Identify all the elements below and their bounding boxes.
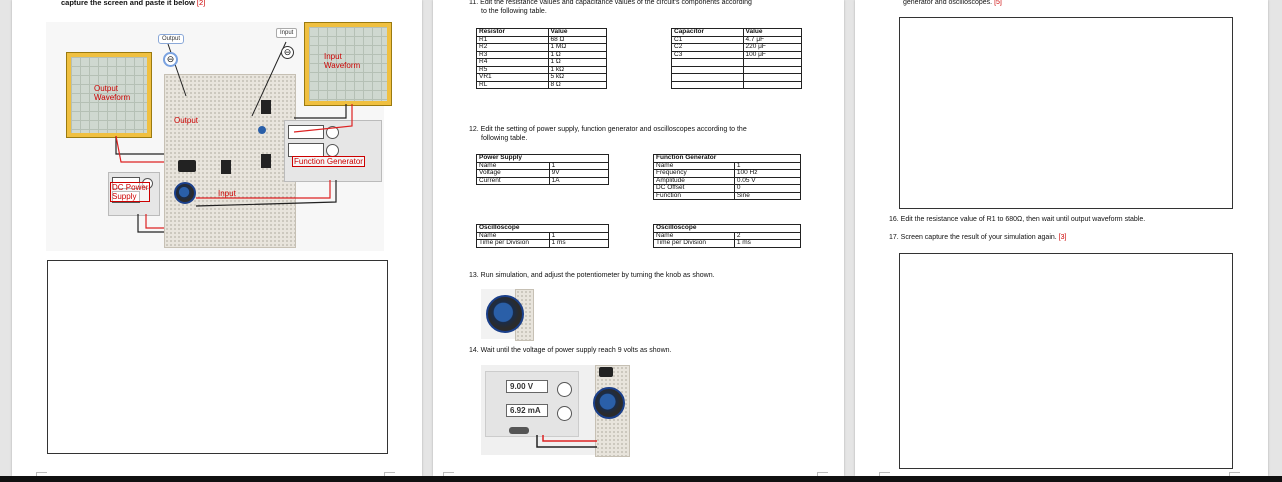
table-value-cell: 1	[549, 162, 608, 170]
table-value-cell: 1	[549, 232, 608, 240]
table-value-cell: 1 Ω	[548, 59, 607, 67]
page1-heading	[61, 0, 205, 7]
table-value-cell	[743, 81, 802, 89]
table-label-cell: C2	[672, 44, 744, 52]
q16-text: 16. Edit the resistance value of R1 to 680Ω, then wait until output waveform stable.	[889, 216, 1146, 223]
table-row	[477, 177, 609, 185]
table-row	[477, 240, 609, 248]
top-text: generator and oscilloscopes.	[903, 0, 993, 6]
table-label-cell: VR1	[477, 74, 549, 82]
table-row	[654, 170, 801, 178]
table-row	[654, 240, 801, 248]
table-label-cell: Name	[477, 162, 550, 170]
table-value-cell: 1 ms	[549, 240, 608, 248]
table-value-cell: 1 kΩ	[548, 66, 607, 74]
table-label-cell: Voltage	[477, 170, 550, 178]
table-value-cell: 8 Ω	[548, 81, 607, 89]
table-value-cell: 100 μF	[743, 51, 802, 59]
heading-mark: [2]	[196, 0, 206, 7]
table-label-cell	[672, 74, 744, 82]
output-label: Output	[174, 116, 199, 125]
oscilloscope-2-table	[653, 224, 801, 248]
table-title: Function Generator	[654, 155, 801, 163]
dc-power-supply-label: DC Power Supply	[112, 183, 149, 201]
table-row	[477, 44, 607, 52]
table-label-cell: R3	[477, 51, 549, 59]
output-waveform-label: Output Waveform	[94, 84, 131, 102]
output-probe-icon: ⊖	[163, 52, 178, 67]
table-row	[477, 36, 607, 44]
circuit-screenshot	[46, 22, 384, 251]
table-row	[654, 185, 801, 193]
resistor-table	[476, 28, 607, 89]
table-header-cell: Resistor	[477, 29, 549, 37]
table-row	[654, 192, 801, 200]
table-value-cell: 1	[734, 162, 800, 170]
input-label: Input	[218, 189, 236, 198]
table-row	[477, 170, 609, 178]
table-value-cell: 4.7 μF	[743, 36, 802, 44]
table-row	[672, 66, 802, 74]
bottom-bar	[0, 476, 1282, 482]
current-display: 6.92 mA	[506, 404, 548, 417]
answer-box-1[interactable]	[47, 260, 388, 454]
table-value-cell	[743, 66, 802, 74]
table-label-cell	[672, 66, 744, 74]
input-probe: Input	[276, 28, 297, 38]
heading-text: capture the screen and paste it below	[61, 0, 195, 7]
table-row	[477, 74, 607, 82]
power-supply-table	[476, 154, 609, 185]
table-row	[672, 81, 802, 89]
table-label-cell: Name	[477, 232, 550, 240]
table-value-cell: 2	[734, 232, 800, 240]
q14-text: 14. Wait until the voltage of power supply reach 9 volts as shown.	[469, 347, 672, 354]
oscilloscope-1-table	[476, 224, 609, 248]
table-row	[477, 59, 607, 67]
capacitor-table	[671, 28, 802, 89]
table-header-cell: Value	[548, 29, 607, 37]
table-label-cell	[672, 81, 744, 89]
table-label-cell: Function	[654, 192, 735, 200]
table-label-cell: Name	[654, 162, 735, 170]
table-value-cell: 1 MΩ	[548, 44, 607, 52]
q13-text: 13. Run simulation, and adjust the potentiometer by turning the knob as shown.	[469, 272, 715, 279]
table-label-cell: Frequency	[654, 170, 735, 178]
table-label-cell: Current	[477, 177, 550, 185]
q17-mark: [3]	[1058, 234, 1067, 241]
table-value-cell: 1 Ω	[548, 51, 607, 59]
table-value-cell	[743, 74, 802, 82]
q17-text	[889, 234, 1066, 242]
top-mark: [5]	[994, 0, 1002, 6]
table-label-cell: C3	[672, 51, 744, 59]
table-value-cell: 9V	[549, 170, 608, 178]
document-page-1	[12, 0, 422, 476]
page3-top-text	[903, 0, 1002, 7]
table-title: Oscilloscope	[477, 225, 609, 233]
table-label-cell: Name	[654, 232, 735, 240]
table-title: Oscilloscope	[654, 225, 801, 233]
table-label-cell: R5	[477, 66, 549, 74]
table-row	[672, 59, 802, 67]
q12-line2: following table.	[481, 135, 528, 142]
voltage-display: 9.00 V	[506, 380, 548, 393]
power-supply-image	[481, 365, 629, 455]
table-value-cell: 68 Ω	[548, 36, 607, 44]
table-value-cell: 220 μF	[743, 44, 802, 52]
q12-line1: 12. Edit the setting of power supply, function generator and oscilloscopes according to the	[469, 126, 747, 133]
table-row	[672, 51, 802, 59]
function-generator-table	[653, 154, 801, 200]
output-probe: Output	[158, 34, 184, 44]
table-label-cell: Time per Division	[654, 240, 735, 248]
table-label-cell: Time per Division	[477, 240, 550, 248]
q17-label: 17. Screen capture the result of your simulation again.	[889, 234, 1057, 241]
table-label-cell: C1	[672, 36, 744, 44]
potentiometer-image	[481, 289, 533, 339]
table-label-cell	[672, 59, 744, 67]
table-row	[672, 44, 802, 52]
table-value-cell: 100 Hz	[734, 170, 800, 178]
input-probe-icon: ⊖	[281, 46, 294, 59]
table-value-cell: 1A	[549, 177, 608, 185]
table-header-cell: Capacitor	[672, 29, 744, 37]
q11-line2: to the following table.	[481, 8, 547, 15]
table-label-cell: RL	[477, 81, 549, 89]
document-page-2	[433, 0, 844, 476]
table-header-cell: Value	[743, 29, 802, 37]
table-row	[672, 36, 802, 44]
table-row	[477, 66, 607, 74]
table-value-cell: 1 ms	[734, 240, 800, 248]
table-value-cell: 5 kΩ	[548, 74, 607, 82]
table-value-cell: 0	[734, 185, 800, 193]
answer-box-3[interactable]	[899, 253, 1233, 469]
input-waveform-label: Input Waveform	[324, 52, 361, 70]
table-label-cell: R2	[477, 44, 549, 52]
answer-box-2[interactable]	[899, 17, 1233, 209]
function-generator-label: Function Generator	[294, 157, 363, 166]
table-value-cell: Sine	[734, 192, 800, 200]
table-row	[477, 51, 607, 59]
table-label-cell: R1	[477, 36, 549, 44]
table-value-cell	[743, 59, 802, 67]
document-page-3	[855, 0, 1268, 476]
table-label-cell: DC Offset	[654, 185, 735, 193]
table-label-cell: R4	[477, 59, 549, 67]
table-row	[672, 74, 802, 82]
table-value-cell: 0.05 V	[734, 177, 800, 185]
table-row	[477, 81, 607, 89]
table-label-cell: Amplitude	[654, 177, 735, 185]
q11-line1: 11. Edit the resistance values and capacitance values of the circuit's components according	[469, 0, 752, 6]
table-title: Power Supply	[477, 155, 609, 163]
